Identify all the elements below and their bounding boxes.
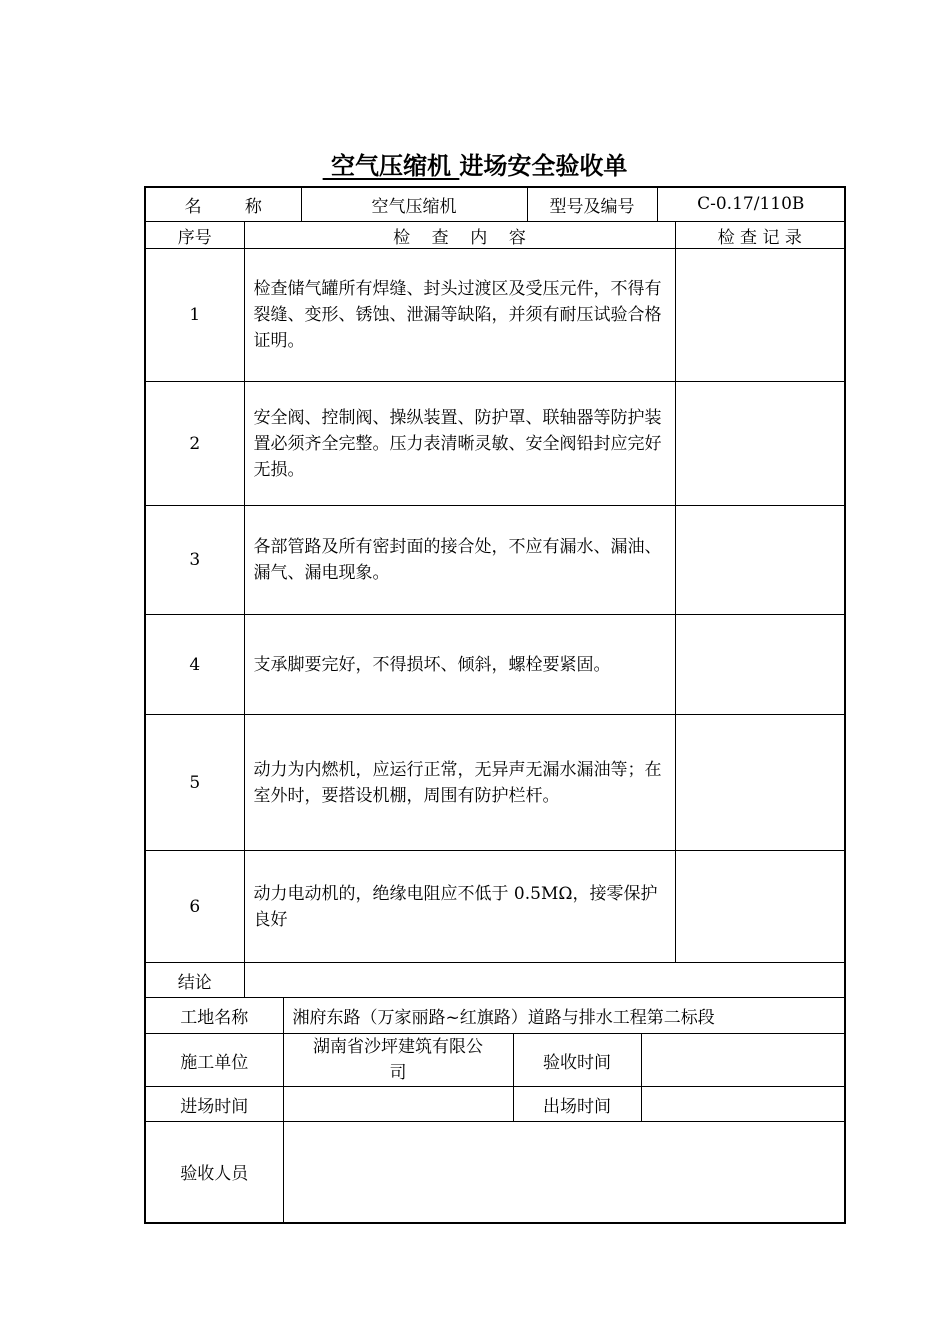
page-title	[0, 146, 950, 181]
exit-time-value[interactable]	[641, 1087, 845, 1122]
entry-time-label: 进场时间	[145, 1087, 283, 1122]
table-row	[145, 615, 845, 715]
item-record[interactable]	[675, 615, 845, 715]
item-record[interactable]	[675, 506, 845, 615]
item-no: 1	[145, 249, 244, 382]
contractor-label: 施工单位	[145, 1034, 283, 1087]
site-table	[144, 997, 846, 1224]
conclusion-value[interactable]	[244, 963, 845, 998]
item-record[interactable]	[675, 715, 845, 851]
site-value: 湘府东路（万家丽路~红旗路）道路与排水工程第二标段	[283, 998, 845, 1034]
table-row	[145, 851, 845, 963]
name-value: 空气压缩机	[301, 187, 527, 221]
conclusion-row	[145, 963, 845, 998]
item-no: 6	[145, 851, 244, 963]
item-no: 2	[145, 382, 244, 506]
inspection-table	[144, 221, 846, 998]
accept-time-value[interactable]	[641, 1034, 845, 1087]
table-row	[145, 249, 845, 382]
accept-time-label: 验收时间	[513, 1034, 641, 1087]
item-text: 动力电动机的，绝缘电阻应不低于 0.5MΩ，接零保护良好	[244, 851, 675, 963]
table-row	[145, 382, 845, 506]
item-text: 支承脚要完好，不得损坏、倾斜，螺栓要紧固。	[244, 615, 675, 715]
item-no: 3	[145, 506, 244, 615]
exit-time-label: 出场时间	[513, 1087, 641, 1122]
item-text: 各部管路及所有密封面的接合处，不应有漏水、漏油、漏气、漏电现象。	[244, 506, 675, 615]
entry-time-value[interactable]	[283, 1087, 513, 1122]
table-row	[145, 506, 845, 615]
header-table	[144, 186, 846, 222]
contractor-value: 湖南省沙坪建筑有限公司	[283, 1034, 513, 1087]
item-text: 安全阀、控制阀、操纵装置、防护罩、联轴器等防护装置必须齐全完整。压力表清晰灵敏、安全阀铅封应完好无损。	[244, 382, 675, 506]
col-content: 检 查 内 容	[244, 222, 675, 249]
conclusion-label: 结论	[145, 963, 244, 998]
item-no: 4	[145, 615, 244, 715]
col-record: 检 查 记 录	[675, 222, 845, 249]
table-row	[145, 715, 845, 851]
name-label: 名 称	[145, 187, 301, 221]
item-record[interactable]	[675, 382, 845, 506]
item-no: 5	[145, 715, 244, 851]
model-label: 型号及编号	[527, 187, 657, 221]
col-seq: 序号	[145, 222, 244, 249]
item-text: 检查储气罐所有焊缝、封头过渡区及受压元件，不得有裂缝、变形、锈蚀、泄漏等缺陷，并须有耐压试验合格证明。	[244, 249, 675, 382]
model-value: C-0.17/110B	[657, 187, 845, 221]
title-suffix: 进场安全验收单	[459, 152, 628, 180]
item-text: 动力为内燃机，应运行正常，无异声无漏水漏油等；在室外时，要搭设机棚，周围有防护栏杆。	[244, 715, 675, 851]
inspectors-label: 验收人员	[145, 1122, 283, 1223]
inspectors-value[interactable]	[283, 1122, 845, 1223]
item-record[interactable]	[675, 249, 845, 382]
site-label: 工地名称	[145, 998, 283, 1034]
title-machine: 空气压缩机	[322, 152, 460, 180]
item-record[interactable]	[675, 851, 845, 963]
